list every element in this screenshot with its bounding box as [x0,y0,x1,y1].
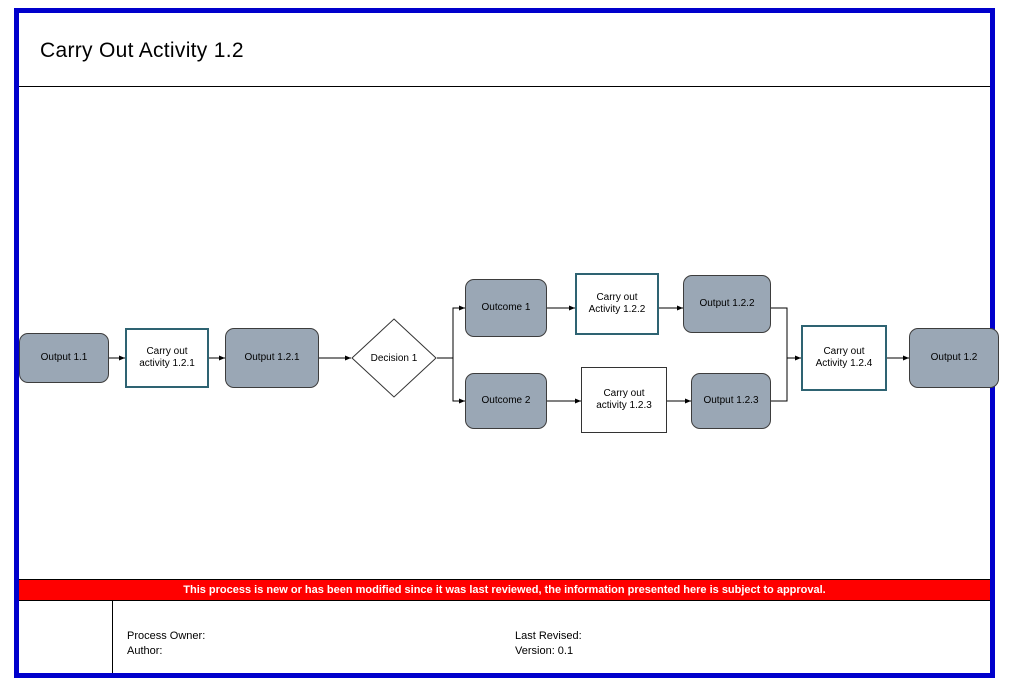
node-label: Output 1.2.1 [244,352,300,363]
footer [19,601,990,673]
node-label-line1: Carry out [603,388,645,399]
node-label: Outcome 1 [481,302,531,313]
node-activity-1-2-2[interactable] [575,273,659,335]
node-label: Output 1.2 [930,352,978,363]
node-output-1-2[interactable] [909,328,999,388]
last-revised-label: Last Revised: [515,630,582,642]
node-activity-1-2-3[interactable] [581,367,667,433]
node-output-1-2-2[interactable] [683,275,771,333]
node-label-line2: Activity 1.2.2 [588,304,646,315]
diagram-frame [14,8,995,678]
node-label-line1: Carry out [823,346,865,357]
node-label: Outcome 2 [481,395,531,406]
node-activity-1-2-4[interactable] [801,325,887,391]
version-label: Version: 0.1 [515,645,574,657]
node-output-1-2-3[interactable] [691,373,771,429]
node-label: Output 1.1 [40,352,88,363]
flowchart-canvas [19,87,990,579]
node-label-line2: activity 1.2.1 [139,358,195,369]
node-output-1-2-1[interactable] [225,328,319,388]
author-label: Author: [127,645,163,657]
process-owner-label: Process Owner: [127,630,206,642]
node-output-1-1[interactable] [19,333,109,383]
node-label-line1: Carry out [596,292,638,303]
node-outcome-2[interactable] [465,373,547,429]
node-label-line2: activity 1.2.3 [596,400,652,411]
footer-divider [112,601,113,673]
node-decision-1[interactable] [351,318,437,398]
title-bar [19,13,990,87]
node-label-line1: Carry out [146,346,188,357]
node-label: Output 1.2.2 [699,298,755,309]
node-label-line2: Activity 1.2.4 [815,358,873,369]
footer-revision-block [515,629,582,659]
approval-notice-text: This process is new or has been modified since it was last reviewed, the information presented here is subject to approval. [183,584,826,596]
page-title: Carry Out Activity 1.2 [40,39,244,62]
approval-notice-banner [19,579,990,601]
node-outcome-1[interactable] [465,279,547,337]
footer-owner-block [127,629,205,659]
node-activity-1-2-1[interactable] [125,328,209,388]
node-label: Decision 1 [370,352,418,364]
node-label: Output 1.2.3 [703,395,759,406]
